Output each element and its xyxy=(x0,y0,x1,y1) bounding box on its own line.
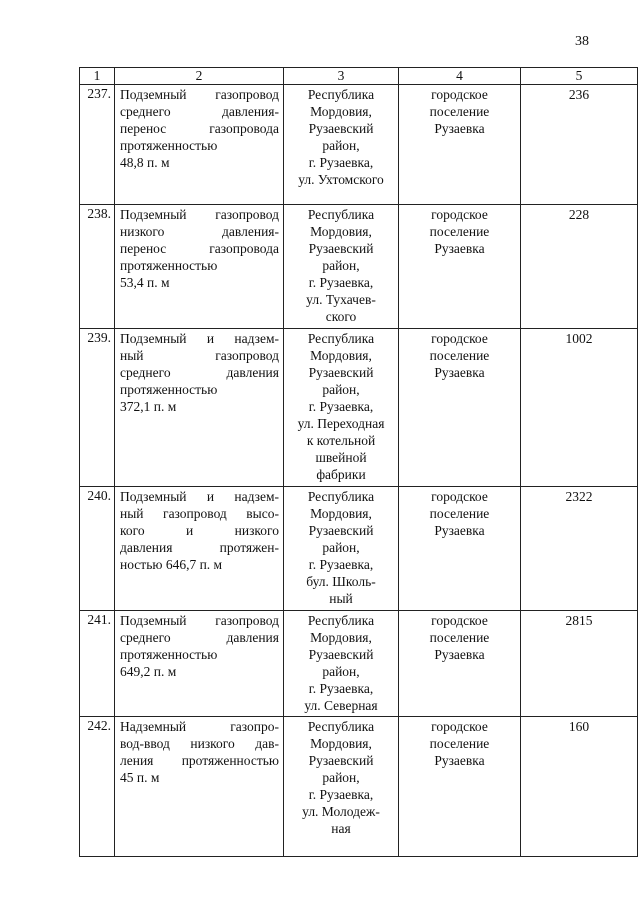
description-line: ный газопровод xyxy=(120,348,279,363)
settlement-line: городское xyxy=(431,207,488,222)
description-line: кого и низкого xyxy=(120,523,279,538)
description-line: среднего давления xyxy=(120,630,279,645)
area-value: 228 xyxy=(521,205,638,329)
description-line: ный газопровод высо- xyxy=(120,506,279,521)
location xyxy=(284,205,399,329)
settlement-line: городское xyxy=(431,331,488,346)
header-col-2: 2 xyxy=(115,68,284,85)
description-length: 53,4 п. м xyxy=(120,275,170,290)
area-value: 2815 xyxy=(521,611,638,717)
location-line: г. Рузаевка, xyxy=(308,557,374,572)
location xyxy=(284,611,399,717)
location-line: ул. Переходная xyxy=(297,416,385,431)
description-line: давления протяжен- xyxy=(120,540,279,555)
location-line: г. Рузаевка, xyxy=(308,155,374,170)
settlement-line: Рузаевка xyxy=(434,121,485,136)
settlement-line: поселение xyxy=(429,348,490,363)
location-line: к котельной xyxy=(306,433,376,448)
description-line: перенос газопровода xyxy=(120,241,279,256)
settlement-line: поселение xyxy=(429,104,490,119)
settlement-line: Рузаевка xyxy=(434,365,485,380)
table-body xyxy=(80,85,638,857)
row-number: 239. xyxy=(80,329,115,487)
location-line: Республика xyxy=(307,207,375,222)
settlement-line: Рузаевка xyxy=(434,241,485,256)
location xyxy=(284,487,399,611)
location-line: Республика xyxy=(307,719,375,734)
location-line: ул. Северная xyxy=(304,698,378,713)
settlement xyxy=(399,487,521,611)
row-number: 241. xyxy=(80,611,115,717)
description-line: среднего давления- xyxy=(120,104,279,119)
location-line: швейной xyxy=(315,450,367,465)
location-line: район, xyxy=(322,258,360,273)
row-number: 238. xyxy=(80,205,115,329)
description-line: ления протяженностью xyxy=(120,753,279,768)
location-line: ный xyxy=(329,591,353,606)
location-line: Рузаевский xyxy=(308,241,374,256)
location-line: Мордовия, xyxy=(310,224,372,239)
location xyxy=(284,329,399,487)
settlement-line: Рузаевка xyxy=(434,753,485,768)
settlement-line: Рузаевка xyxy=(434,647,485,662)
row-number: 237. xyxy=(80,85,115,205)
area-value: 2322 xyxy=(521,487,638,611)
header-col-1: 1 xyxy=(80,68,115,85)
row-number: 240. xyxy=(80,487,115,611)
settlement-line: городское xyxy=(431,719,488,734)
settlement-line: поселение xyxy=(429,224,490,239)
location-line: Республика xyxy=(307,331,375,346)
description-line: низкого давления- xyxy=(120,224,279,239)
object-description xyxy=(115,611,284,717)
settlement-line: поселение xyxy=(429,630,490,645)
location-line: г. Рузаевка, xyxy=(308,275,374,290)
description-line: перенос газопровода xyxy=(120,121,279,136)
settlement-line: поселение xyxy=(429,736,490,751)
location-line: Рузаевский xyxy=(308,753,374,768)
header-row xyxy=(80,68,638,85)
table-row xyxy=(80,611,638,717)
location-line: г. Рузаевка, xyxy=(308,787,374,802)
location-line: фабрики xyxy=(316,467,366,482)
location-line: ул. Молодеж- xyxy=(302,804,380,819)
description-line: Подземный газопровод xyxy=(120,613,279,628)
header-col-3: 3 xyxy=(284,68,399,85)
header-col-4: 4 xyxy=(399,68,521,85)
settlement xyxy=(399,205,521,329)
description-line: протяженностью xyxy=(120,382,218,397)
description-line: протяженностью xyxy=(120,258,218,273)
location-line: Мордовия, xyxy=(310,506,372,521)
location-line: район, xyxy=(322,382,360,397)
description-length: 649,2 п. м xyxy=(120,664,177,679)
description-line: Подземный и надзем- xyxy=(120,489,279,504)
location-line: Республика xyxy=(307,87,375,102)
object-description xyxy=(115,205,284,329)
table-row xyxy=(80,85,638,205)
location-line: Мордовия, xyxy=(310,736,372,751)
location-line: ул. Тухачев- xyxy=(306,292,376,307)
location-line: бул. Школь- xyxy=(306,574,376,589)
row-number: 242. xyxy=(80,717,115,857)
area-value: 236 xyxy=(521,85,638,205)
location xyxy=(284,717,399,857)
header-col-5: 5 xyxy=(521,68,638,85)
settlement-line: городское xyxy=(431,489,488,504)
object-description xyxy=(115,717,284,857)
object-description xyxy=(115,487,284,611)
description-line: ностью 646,7 п. м xyxy=(120,557,223,572)
object-description xyxy=(115,85,284,205)
settlement xyxy=(399,717,521,857)
table-row xyxy=(80,717,638,857)
description-line: вод-ввод низкого дав- xyxy=(120,736,279,751)
settlement-line: городское xyxy=(431,613,488,628)
description-line: среднего давления xyxy=(120,365,279,380)
property-table xyxy=(79,67,638,857)
settlement xyxy=(399,611,521,717)
location-line: район, xyxy=(322,664,360,679)
description-line: 45 п. м xyxy=(120,770,160,785)
description-line: Подземный газопровод xyxy=(120,87,279,102)
description-length: 372,1 п. м xyxy=(120,399,177,414)
settlement-line: поселение xyxy=(429,506,490,521)
location-line: ная xyxy=(331,821,351,836)
page-number: 38 xyxy=(575,34,589,49)
location-line: Мордовия, xyxy=(310,348,372,363)
description-line: протяженностью xyxy=(120,138,218,153)
location-line: г. Рузаевка, xyxy=(308,399,374,414)
description-line: Подземный и надзем- xyxy=(120,331,279,346)
location-line: Республика xyxy=(307,489,375,504)
location-line: Республика xyxy=(307,613,375,628)
area-value: 1002 xyxy=(521,329,638,487)
settlement xyxy=(399,329,521,487)
table-row xyxy=(80,329,638,487)
location-line: г. Рузаевка, xyxy=(308,681,374,696)
description-line: Надземный газопро- xyxy=(120,719,279,734)
description-line: протяженностью xyxy=(120,647,218,662)
location-line: район, xyxy=(322,540,360,555)
settlement xyxy=(399,85,521,205)
location-line: Рузаевский xyxy=(308,121,374,136)
settlement-line: городское xyxy=(431,87,488,102)
table-row xyxy=(80,205,638,329)
area-value: 160 xyxy=(521,717,638,857)
description-length: 48,8 п. м xyxy=(120,155,170,170)
location-line: район, xyxy=(322,138,360,153)
location-line: Рузаевский xyxy=(308,523,374,538)
object-description xyxy=(115,329,284,487)
table-row xyxy=(80,487,638,611)
location xyxy=(284,85,399,205)
location-line: Рузаевский xyxy=(308,365,374,380)
location-line: ского xyxy=(325,309,357,324)
settlement-line: Рузаевка xyxy=(434,523,485,538)
location-line: Мордовия, xyxy=(310,104,372,119)
location-line: район, xyxy=(322,770,360,785)
location-line: ул. Ухтомского xyxy=(298,172,384,187)
location-line: Мордовия, xyxy=(310,630,372,645)
location-line: Рузаевский xyxy=(308,647,374,662)
description-line: Подземный газопровод xyxy=(120,207,279,222)
